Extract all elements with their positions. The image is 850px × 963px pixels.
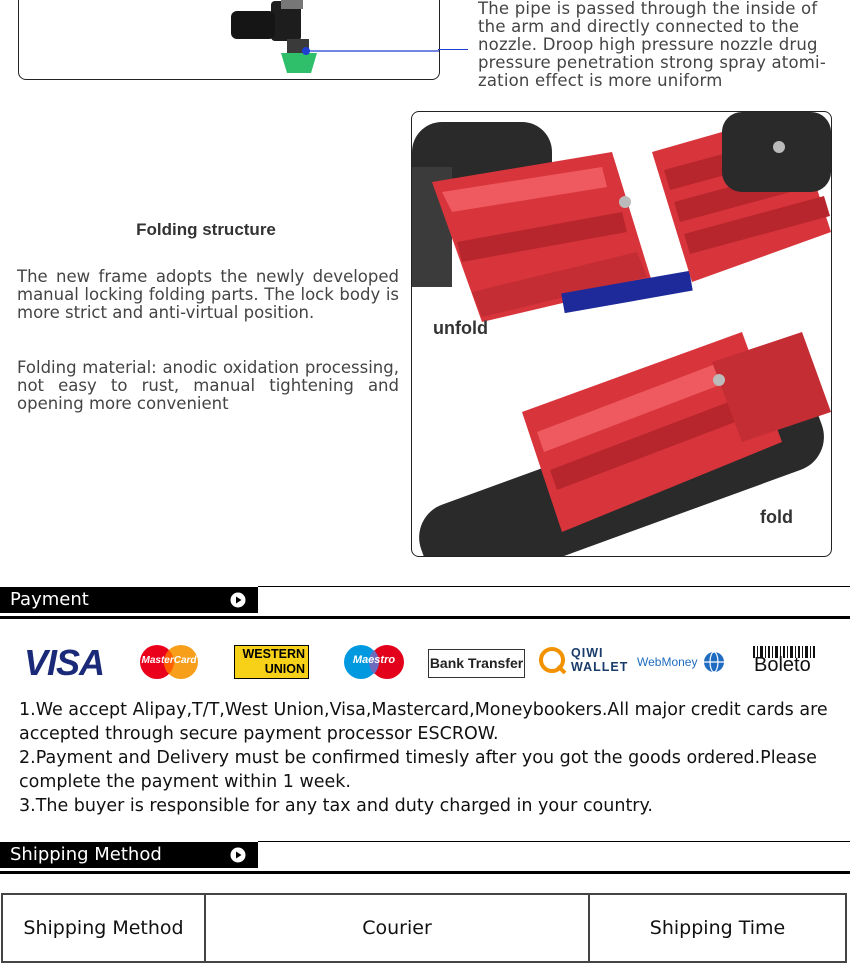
payment-note-3: 3.The buyer is responsible for any tax and duty charged in your country. [19, 796, 653, 816]
webmoney-logo: WebMoney [637, 655, 698, 669]
folding-arm-photo [411, 111, 832, 557]
play-circle-icon [230, 847, 246, 863]
payment-header-rule [258, 586, 850, 587]
maestro-label: Maestro [352, 654, 396, 666]
qiwi-line2: WALLET [571, 660, 629, 674]
payment-notes [19, 698, 834, 818]
shipping-section-header [0, 842, 258, 868]
mastercard-label: MasterCard [141, 655, 197, 666]
shipping-header-bar [0, 871, 850, 874]
folding-paragraph-1: The new frame adopts the newly developed manual locking folding parts. The lock body is more strict and anti-virtual position. [17, 267, 399, 322]
shipping-table-header-courier: Courier [205, 894, 589, 962]
payment-note-2: 2.Payment and Delivery must be confirmed timesly after you got the goods ordered.Please complete the payment within 1 week. [19, 748, 817, 792]
nozzle-photo-frame [18, 0, 440, 80]
globe-icon [703, 651, 725, 673]
payment-note-1: 1.We accept Alipay,T/T,West Union,Visa,Mastercard,Moneybookers.All major credit cards are accepted through secure payment processor ESCROW. [19, 700, 828, 744]
western-union-logo [234, 645, 309, 679]
play-circle-icon [230, 592, 246, 608]
qiwi-wallet-logo [571, 646, 628, 674]
qiwi-icon [538, 646, 568, 676]
nozzle-illustration [19, 0, 439, 79]
payment-header-bar [0, 616, 850, 619]
mastercard-logo [139, 644, 199, 680]
nozzle-pointer-line [438, 49, 468, 50]
shipping-header-rule [258, 841, 850, 842]
western-union-line2: UNION [264, 662, 305, 676]
bank-transfer-logo: Bank Transfer [428, 649, 525, 678]
payment-section-title: Payment [10, 589, 89, 610]
folding-paragraph-2: Folding material: anodic oxidation processing, not easy to rust, manual tightening and opening more convenient [17, 358, 399, 413]
shipping-table-header-method: Shipping Method [2, 894, 205, 962]
qiwi-line1: QIWI [571, 646, 604, 660]
folding-title: Folding structure [136, 220, 276, 239]
shipping-table-header-time: Shipping Time [589, 894, 846, 962]
unfold-label: unfold [433, 318, 488, 338]
boleto-label: Boleto [754, 654, 811, 676]
fold-label: fold [760, 507, 793, 527]
western-union-line1: WESTERN [242, 647, 305, 661]
shipping-table-header-row [2, 894, 846, 962]
shipping-section-title: Shipping Method [10, 844, 162, 865]
shipping-table [1, 893, 847, 963]
maestro-logo [343, 644, 405, 680]
nozzle-description: The pipe is passed through the inside of the arm and directly connected to the nozzle. Droop high pressure nozzle drug pressure penetration strong spray atomi-zation effect is more uniform [478, 0, 826, 90]
visa-logo: VISA [24, 642, 105, 683]
payment-section-header [0, 587, 258, 613]
